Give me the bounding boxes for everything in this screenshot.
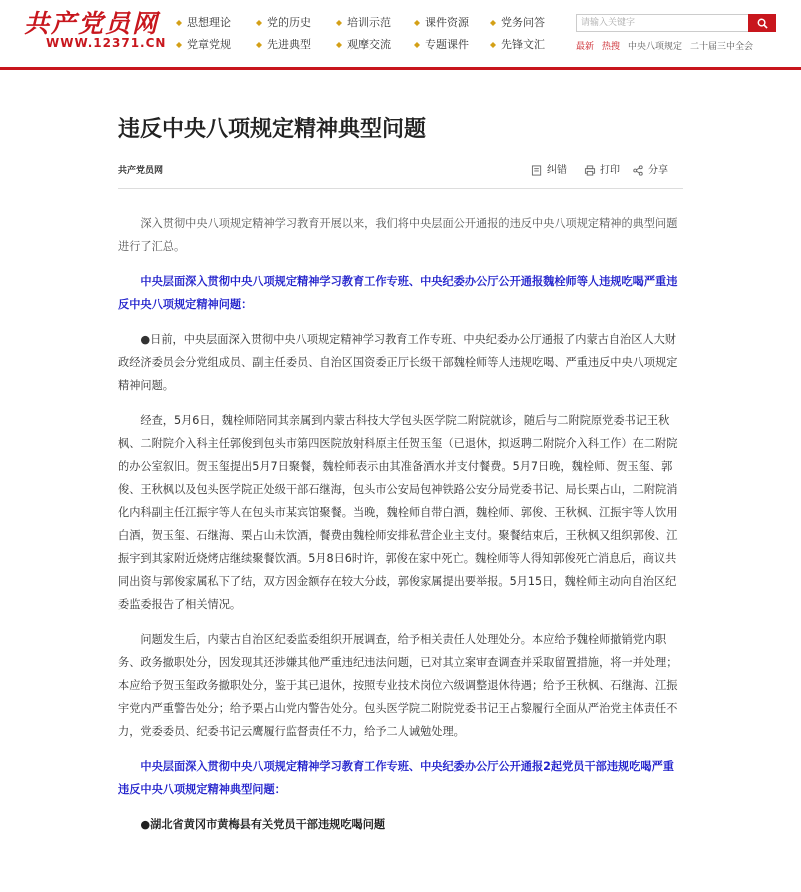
nav-item-training[interactable]: 培训示范 bbox=[336, 14, 391, 30]
nav-item-charter[interactable]: 党章党规 bbox=[176, 36, 231, 52]
hot-link-1[interactable]: 中央八项规定 bbox=[628, 42, 683, 52]
article-meta bbox=[118, 160, 683, 189]
article-title: 违反中央八项规定精神典型问题 bbox=[118, 117, 427, 142]
diamond-icon bbox=[414, 20, 420, 26]
edit-icon bbox=[531, 165, 543, 176]
article-body bbox=[118, 212, 683, 848]
site-logo[interactable]: 共产党员网 bbox=[24, 9, 160, 38]
hot-search-link[interactable]: 热搜 bbox=[602, 42, 621, 52]
nav-item-exchange[interactable]: 观摩交流 bbox=[336, 36, 391, 52]
diamond-icon bbox=[176, 20, 182, 26]
search-icon bbox=[757, 18, 768, 29]
header-divider bbox=[0, 67, 801, 70]
print-button[interactable]: 打印 bbox=[584, 161, 620, 176]
print-icon bbox=[584, 165, 596, 176]
diamond-icon bbox=[256, 42, 262, 48]
nav-item-history[interactable]: 党的历史 bbox=[256, 14, 311, 30]
diamond-icon bbox=[414, 42, 420, 48]
nav-item-articles[interactable]: 先锋文汇 bbox=[490, 36, 545, 52]
share-button[interactable]: 分享 bbox=[632, 161, 668, 176]
search-input[interactable]: 请输入关键字 bbox=[576, 14, 752, 32]
correct-button[interactable]: 纠错 bbox=[531, 161, 567, 176]
hot-latest-link[interactable]: 最新 bbox=[576, 42, 595, 52]
share-icon bbox=[632, 165, 644, 176]
hot-link-2[interactable]: 二十届三中全会 bbox=[690, 42, 754, 52]
article-source[interactable]: 共产党员网 bbox=[118, 166, 164, 176]
hot-links bbox=[576, 39, 761, 52]
search-button[interactable] bbox=[748, 14, 776, 32]
nav-item-qa[interactable]: 党务问答 bbox=[490, 14, 545, 30]
nav-item-theory[interactable]: 思想理论 bbox=[176, 14, 231, 30]
diamond-icon bbox=[256, 20, 262, 26]
diamond-icon bbox=[336, 42, 342, 48]
diamond-icon bbox=[490, 42, 496, 48]
section-heading: 中央层面深入贯彻中央八项规定精神学习教育工作专班、中央纪委办公厅公开通报2起党员干部违规吃喝严重违反中央八项规定精神典型问题： bbox=[118, 760, 674, 796]
nav-item-special[interactable]: 专题课件 bbox=[414, 36, 469, 52]
diamond-icon bbox=[176, 42, 182, 48]
article-paragraph: 经查，5月6日，魏栓师陪同其亲属到内蒙古科技大学包头医学院二附院就诊，随后与二附院原党委书记王秋枫、二附院介入科主任郭俊到包头市第四医院放射科原主任贺玉玺（已退休，拟返聘二附院介入科工作）在二附院的办公室叙旧。贺玉玺提出5月7日聚餐，魏栓师表示由其准备酒水并支付餐费。5月7日晚，魏栓师、贺玉玺、郭俊、王秋枫以及包头医学院正处级干部石继海，包头市公安局包神铁路公安分局党委书记、局长栗占山，二附院消化内科副主任江振宇等人在包头市某宾馆聚餐。当晚，魏栓师自带白酒，魏栓师、郭俊、王秋枫、江振宇等人饮用白酒，贺玉玺、石继海、栗占山未饮酒，餐费由魏栓师安排私营企业主支付。聚餐结束后，王秋枫又组织郭俊、江振宇到其家附近烧烤店继续聚餐饮酒。5月8日6时许，郭俊在家中死亡。魏栓师等人得知郭俊死亡消息后，商议共同出资与郭俊家属私下了结，双方因金额存在较大分歧，郭俊家属提出要举报。5月15日，魏栓师主动向自治区纪委监委报告了相关情况。 bbox=[118, 414, 678, 611]
article-paragraph: ●日前，中央层面深入贯彻中央八项规定精神学习教育工作专班、中央纪委办公厅通报了内蒙古自治区人大财政经济委员会分党组成员、副主任委员、自治区国资委正厅长级干部魏栓师等人违规吃喝、严重违反中央八项规定精神问题。 bbox=[118, 333, 678, 392]
article-paragraph: 问题发生后，内蒙古自治区纪委监委组织开展调查，给予相关责任人处理处分。本应给予魏栓师撤销党内职务、政务撤职处分，因发现其还涉嫌其他严重违纪违法问题，已对其立案审查调查并采取留置措施，将一并处理；本应给予贺玉玺政务撤职处分，鉴于其已退休，按照专业技术岗位六级调整退休待遇；给予王秋枫、石继海、江振宇党内严重警告处分；给予栗占山党内警告处分。包头医学院二附院党委书记王占黎履行全面从严治党主体责任不力，党委委员、纪委书记云鹰履行监督责任不力，给予二人诫勉处理。 bbox=[118, 633, 678, 738]
diamond-icon bbox=[336, 20, 342, 26]
site-header bbox=[0, 0, 801, 70]
site-url[interactable]: WWW.12371.CN bbox=[46, 36, 167, 50]
diamond-icon bbox=[490, 20, 496, 26]
case-heading: ●湖北省黄冈市黄梅县有关党员干部违规吃喝问题 bbox=[140, 818, 386, 831]
section-heading: 中央层面深入贯彻中央八项规定精神学习教育工作专班、中央纪委办公厅公开通报魏栓师等人违规吃喝严重违反中央八项规定精神问题： bbox=[118, 275, 678, 311]
nav-item-courseware[interactable]: 课件资源 bbox=[414, 14, 469, 30]
nav-item-models[interactable]: 先进典型 bbox=[256, 36, 311, 52]
article-intro: 深入贯彻中央八项规定精神学习教育开展以来，我们将中央层面公开通报的违反中央八项规定精神的典型问题进行了汇总。 bbox=[118, 217, 678, 253]
